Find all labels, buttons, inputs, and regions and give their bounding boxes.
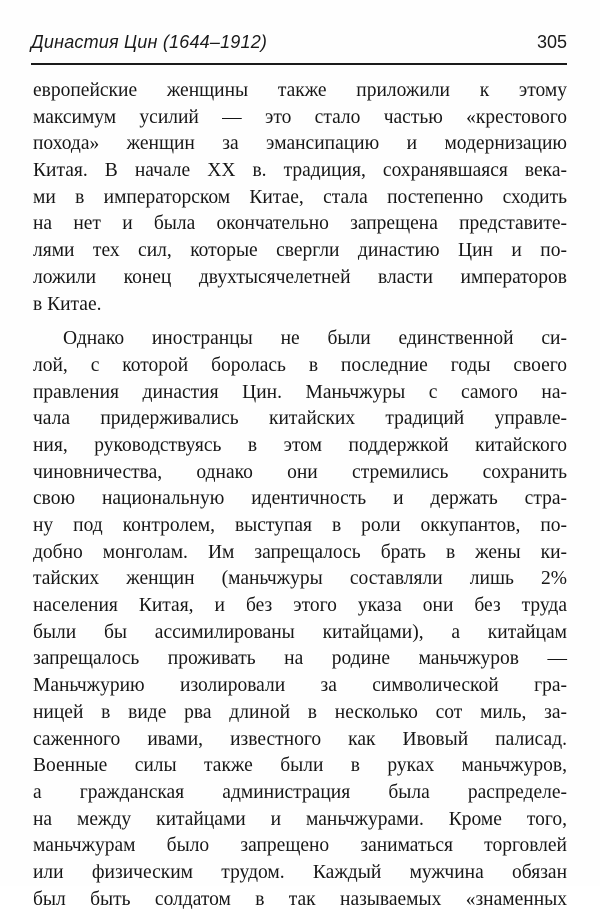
text-line: Маньчжурию изолировали за символической гра- bbox=[33, 675, 567, 697]
text-line: свою национальную идентичность и держать стра- bbox=[33, 488, 567, 510]
text-line: а гражданская администрация была распределе- bbox=[33, 781, 567, 803]
text-line: Китая. В начале XX в. традиция, сохранявшаяся века- bbox=[33, 160, 567, 182]
text-line: тайских женщин (маньчжуры составляли лишь 2% bbox=[33, 568, 567, 590]
text-line: лями тех сил, которые свергли династию Цин и по- bbox=[33, 240, 567, 262]
text-line: на нет и была окончательно запрещена представите- bbox=[33, 213, 567, 235]
text-line: в Китае. bbox=[33, 293, 102, 315]
text-line: лой, с которой боролась в последние годы своего bbox=[33, 354, 567, 376]
text-line: чиновничества, однако они стремились сохранить bbox=[33, 461, 567, 483]
text-line: чала придерживались китайских традиций управле- bbox=[33, 408, 567, 430]
text-line: запрещалось проживать на родине маньчжуров — bbox=[33, 648, 567, 670]
text-line: ния, руководствуясь в этом поддержкой китайского bbox=[33, 434, 567, 456]
text-line: населения Китая, и без этого указа они без труда bbox=[33, 595, 567, 617]
paragraph-1 bbox=[33, 78, 567, 318]
text-line: добно монголам. Им запрещалось брать в жены ки- bbox=[33, 541, 567, 563]
text-line: похода» женщин за эмансипацию и модернизацию bbox=[33, 133, 567, 155]
text-line: европейские женщины также приложили к этому bbox=[33, 80, 567, 101]
text-line: Военные силы также были в руках маньчжуров, bbox=[33, 755, 567, 777]
paragraph-gap bbox=[33, 318, 567, 326]
text-line: максимум усилий — это стало частью «крестового bbox=[33, 106, 567, 128]
text-line: ми в императорском Китае, стала постепенно сходить bbox=[33, 186, 567, 208]
text-line: на между китайцами и маньчжурами. Кроме того, bbox=[33, 808, 567, 830]
text-line: саженного ивами, известного как Ивовый палисад. bbox=[33, 728, 567, 750]
paragraph-2 bbox=[33, 326, 567, 913]
text-line: был быть солдатом в так называемых «знаменных bbox=[33, 888, 567, 910]
text-line: правления династия Цин. Маньчжуры с самого на- bbox=[33, 381, 567, 403]
header-rule bbox=[31, 63, 567, 65]
text-line: или физическим трудом. Каждый мужчина обязан bbox=[33, 861, 567, 883]
running-header bbox=[31, 28, 567, 58]
page-number: 305 bbox=[536, 32, 567, 52]
text-line: маньчжурам было запрещено заниматься торговлей bbox=[33, 835, 567, 857]
text-line: ложили конец двухтысячелетней власти императоров bbox=[33, 266, 567, 288]
running-title: Династия Цин (1644–1912) bbox=[31, 32, 268, 52]
body-text bbox=[33, 78, 567, 913]
text-line: Однако иностранцы не были единственной си- bbox=[63, 328, 567, 350]
text-line: были бы ассимилированы китайцами), а китайцам bbox=[33, 621, 567, 643]
text-line: ницей в виде рва длиной в несколько сот миль, за- bbox=[33, 701, 567, 723]
text-line: ну под контролем, выступая в роли оккупантов, по- bbox=[33, 515, 567, 536]
